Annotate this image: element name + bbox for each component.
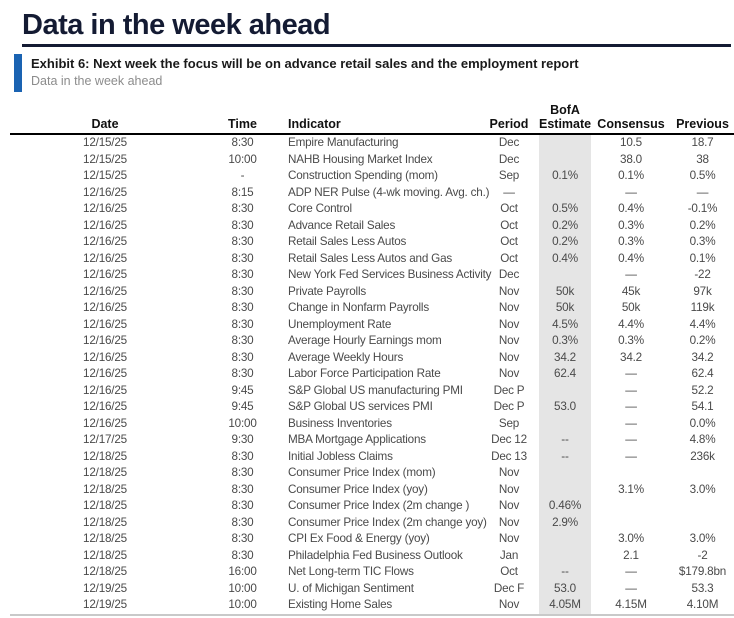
cell-indicator: NAHB Housing Market Index [288, 152, 433, 166]
cell-indicator: Advance Retail Sales [288, 218, 396, 232]
cell-period: Dec [498, 268, 520, 281]
cell-indicator: Labor Force Participation Rate [288, 367, 441, 380]
cell-consensus: 4.4% [618, 317, 644, 331]
cell-previous: 18.7 [691, 136, 714, 149]
cell-date: 12/16/25 [83, 185, 127, 199]
exhibit-subtitle: Data in the week ahead [31, 74, 163, 88]
cell-time: 9:45 [231, 400, 254, 413]
cell-previous: 38 [696, 152, 709, 166]
cell-consensus: 0.1% [618, 169, 644, 182]
cell-estimate: -- [539, 449, 591, 466]
cell-time: 8:30 [231, 268, 254, 281]
cell-date: 12/19/25 [83, 598, 127, 611]
title-rule [22, 44, 731, 47]
cell-previous: 4.4% [689, 317, 716, 331]
cell-previous [671, 498, 734, 515]
cell-date: 12/16/25 [83, 334, 127, 347]
cell-consensus: — [625, 383, 637, 397]
cell-period: Nov [498, 515, 520, 529]
header-period: Period [479, 103, 539, 134]
cell-indicator: Consumer Price Index (yoy) [288, 482, 428, 496]
table-row [10, 350, 734, 367]
cell-previous: 0.2% [689, 334, 716, 347]
cell-previous: 0.3% [689, 235, 716, 248]
header-estimate-line: Estimate [539, 117, 592, 131]
cell-time: 8:15 [231, 185, 254, 199]
cell-estimate: 0.2% [539, 234, 591, 251]
cell-time: 8:30 [231, 466, 254, 479]
table-row [10, 134, 734, 152]
cell-period: Sep [498, 416, 520, 430]
cell-period: Nov [498, 350, 520, 364]
table-row [10, 465, 734, 482]
cell-indicator: Business Inventories [288, 416, 392, 430]
table-row [10, 300, 734, 317]
cell-period: Nov [498, 532, 520, 545]
cell-date: 12/18/25 [83, 515, 127, 529]
cell-estimate: 34.2 [539, 350, 591, 367]
cell-date: 12/16/25 [83, 367, 127, 380]
cell-time: 8:30 [231, 218, 254, 232]
cell-consensus: — [625, 185, 637, 199]
cell-previous: 0.2% [689, 218, 716, 232]
cell-estimate [539, 267, 591, 284]
cell-previous: 97k [693, 284, 712, 298]
cell-previous: 3.0% [689, 532, 716, 545]
cell-date: 12/16/25 [83, 301, 127, 314]
table-row [10, 482, 734, 499]
exhibit-block [14, 54, 734, 92]
cell-time: 8:30 [231, 515, 254, 529]
cell-time: - [240, 169, 245, 182]
cell-date: 12/16/25 [83, 268, 127, 281]
cell-indicator: S&P Global US services PMI [288, 400, 433, 413]
cell-date: 12/18/25 [83, 466, 127, 479]
cell-date: 12/16/25 [83, 202, 127, 215]
cell-consensus: 50k [621, 301, 641, 314]
cell-consensus: 0.3% [618, 334, 644, 347]
table-row [10, 218, 734, 235]
cell-period: Nov [498, 598, 520, 611]
cell-previous: 54.1 [691, 400, 714, 413]
cell-time: 10:00 [228, 152, 257, 166]
table-row [10, 597, 734, 615]
cell-period: Nov [498, 466, 520, 479]
cell-period: Oct [500, 565, 518, 578]
cell-period: Dec F [493, 581, 525, 595]
cell-time: 10:00 [228, 598, 257, 611]
cell-period: Nov [498, 284, 520, 298]
table-row [10, 168, 734, 185]
cell-previous: 4.10M [686, 598, 719, 611]
cell-date: 12/16/25 [83, 317, 127, 331]
cell-date: 12/15/25 [83, 136, 127, 149]
cell-previous: 52.2 [691, 383, 714, 397]
cell-period: Sep [498, 169, 520, 182]
cell-estimate: 50k [539, 284, 591, 301]
cell-consensus: — [625, 565, 637, 578]
cell-time: 9:45 [231, 383, 254, 397]
cell-date: 12/16/25 [83, 416, 127, 430]
cell-time: 8:30 [231, 449, 254, 463]
cell-previous [671, 465, 734, 482]
cell-date: 12/16/25 [83, 218, 127, 232]
table-row [10, 234, 734, 251]
cell-previous [671, 515, 734, 532]
cell-previous: 53.3 [691, 581, 714, 595]
cell-indicator: Average Weekly Hours [288, 350, 404, 364]
cell-previous: 0.1% [689, 251, 716, 265]
table-header [10, 103, 734, 134]
cell-consensus: 0.4% [618, 202, 644, 215]
cell-consensus: — [625, 268, 637, 281]
cell-date: 12/16/25 [83, 400, 127, 413]
cell-time: 8:30 [231, 251, 254, 265]
cell-previous: 62.4 [691, 367, 714, 380]
table-row [10, 383, 734, 400]
cell-estimate: 0.46% [539, 498, 591, 515]
cell-date: 12/18/25 [83, 499, 127, 512]
cell-time: 8:30 [231, 136, 254, 149]
header-bofa-estimate [539, 103, 591, 134]
cell-period: Oct [500, 235, 518, 248]
cell-indicator: Retail Sales Less Autos [288, 235, 407, 248]
cell-previous: -0.1% [687, 202, 718, 215]
table-row [10, 366, 734, 383]
cell-indicator: S&P Global US manufacturing PMI [288, 383, 463, 397]
cell-consensus: 10.5 [620, 136, 642, 149]
cell-previous: 34.2 [691, 350, 714, 364]
cell-indicator: U. of Michigan Sentiment [288, 581, 414, 595]
cell-previous: -22 [694, 268, 711, 281]
cell-time: 8:30 [231, 532, 254, 545]
cell-date: 12/16/25 [83, 383, 127, 397]
header-consensus: Consensus [591, 103, 671, 134]
table-row [10, 531, 734, 548]
cell-consensus: — [625, 416, 637, 430]
table-body [10, 134, 734, 615]
table-row [10, 548, 734, 565]
cell-time: 8:30 [231, 548, 254, 562]
cell-time: 8:30 [231, 367, 254, 380]
table-row [10, 564, 734, 581]
cell-estimate: 50k [539, 300, 591, 317]
cell-period: Dec [498, 152, 520, 166]
cell-consensus [591, 465, 671, 482]
cell-indicator: Philadelphia Fed Business Outlook [288, 548, 463, 562]
table-row [10, 399, 734, 416]
cell-estimate [539, 531, 591, 548]
table-row [10, 284, 734, 301]
header-indicator: Indicator [285, 103, 479, 134]
cell-previous: $179.8bn [678, 565, 727, 578]
cell-date: 12/15/25 [83, 152, 127, 166]
cell-time: 10:00 [228, 416, 257, 430]
cell-time: 8:30 [231, 499, 254, 512]
cell-date: 12/16/25 [83, 350, 127, 364]
cell-indicator: Construction Spending (mom) [288, 169, 438, 182]
cell-date: 12/19/25 [83, 581, 127, 595]
cell-consensus: — [625, 433, 637, 446]
cell-indicator: Consumer Price Index (mom) [288, 466, 436, 479]
cell-previous: 0.0% [689, 416, 716, 430]
table-row [10, 416, 734, 433]
cell-date: 12/16/25 [83, 284, 127, 298]
cell-period: Oct [500, 251, 518, 265]
cell-consensus: — [625, 400, 637, 413]
exhibit-title: Exhibit 6: Next week the focus will be on advance retail sales and the employment report [31, 56, 579, 71]
cell-previous: 3.0% [689, 482, 716, 496]
cell-consensus: 0.3% [618, 235, 644, 248]
table-row [10, 201, 734, 218]
table-row [10, 251, 734, 268]
cell-previous: 0.5% [689, 169, 716, 182]
cell-indicator: Retail Sales Less Autos and Gas [288, 251, 453, 265]
cell-indicator: Existing Home Sales [288, 598, 393, 611]
cell-previous: 119k [690, 301, 715, 314]
cell-estimate: 62.4 [539, 366, 591, 383]
cell-period: Nov [498, 499, 520, 512]
cell-estimate [539, 185, 591, 202]
cell-time: 8:30 [231, 317, 254, 331]
cell-period: Dec 12 [491, 433, 527, 446]
table-row [10, 267, 734, 284]
cell-time: 10:00 [228, 581, 257, 595]
cell-period: Oct [500, 202, 518, 215]
cell-date: 12/15/25 [83, 169, 127, 182]
cell-estimate: 2.9% [539, 515, 591, 532]
cell-period: Nov [498, 334, 520, 347]
cell-date: 12/18/25 [83, 565, 127, 578]
cell-time: 8:30 [231, 301, 254, 314]
cell-previous: 236k [690, 449, 715, 463]
cell-indicator: Average Hourly Earnings mom [288, 334, 442, 347]
cell-estimate: 0.1% [539, 168, 591, 185]
cell-period: — [503, 185, 515, 199]
economic-calendar-table [10, 103, 734, 616]
cell-estimate: 4.05M [539, 597, 591, 615]
cell-estimate: 0.4% [539, 251, 591, 268]
cell-consensus: 45k [621, 284, 641, 298]
table-row [10, 333, 734, 350]
cell-period: Dec P [493, 400, 525, 413]
table-row [10, 432, 734, 449]
cell-consensus: 3.1% [618, 482, 644, 496]
cell-estimate [539, 134, 591, 152]
cell-consensus: 2.1 [623, 548, 639, 562]
cell-indicator: Unemployment Rate [288, 317, 392, 331]
table-row [10, 498, 734, 515]
cell-indicator: CPI Ex Food & Energy (yoy) [288, 532, 430, 545]
cell-date: 12/18/25 [83, 532, 127, 545]
cell-estimate: 0.3% [539, 333, 591, 350]
cell-date: 12/16/25 [83, 251, 127, 265]
cell-estimate: 4.5% [539, 317, 591, 334]
cell-estimate [539, 416, 591, 433]
cell-period: Nov [498, 317, 520, 331]
cell-indicator: Consumer Price Index (2m change yoy) [288, 515, 487, 529]
cell-consensus [591, 498, 671, 515]
cell-indicator: Net Long-term TIC Flows [288, 565, 414, 578]
cell-consensus [591, 515, 671, 532]
cell-indicator: Consumer Price Index (2m change ) [288, 499, 470, 512]
cell-indicator: Change in Nonfarm Payrolls [288, 301, 429, 314]
cell-date: 12/18/25 [83, 482, 127, 496]
cell-previous: — [696, 185, 709, 199]
cell-estimate: 0.5% [539, 201, 591, 218]
header-date: Date [10, 103, 200, 134]
cell-period: Jan [499, 548, 519, 562]
cell-consensus: 0.3% [618, 218, 644, 232]
cell-consensus: 4.15M [615, 598, 647, 611]
cell-time: 8:30 [231, 202, 254, 215]
cell-time: 8:30 [231, 334, 254, 347]
cell-estimate: -- [539, 432, 591, 449]
cell-estimate [539, 548, 591, 565]
cell-previous: 4.8% [689, 433, 716, 446]
cell-estimate [539, 465, 591, 482]
cell-period: Dec P [493, 383, 525, 397]
header-bofa-line: BofA [550, 103, 580, 117]
cell-estimate [539, 152, 591, 169]
cell-estimate: 53.0 [539, 581, 591, 598]
cell-consensus: 3.0% [618, 532, 644, 545]
cell-indicator: New York Fed Services Business Activity [288, 268, 492, 281]
cell-estimate [539, 482, 591, 499]
cell-date: 12/18/25 [83, 449, 127, 463]
cell-period: Nov [498, 301, 520, 314]
cell-previous: -2 [697, 548, 708, 562]
cell-indicator: MBA Mortgage Applications [288, 433, 426, 446]
header-time: Time [200, 103, 285, 134]
cell-consensus: — [625, 581, 637, 595]
cell-estimate: -- [539, 564, 591, 581]
cell-date: 12/17/25 [83, 433, 127, 446]
cell-consensus: 0.4% [618, 251, 644, 265]
cell-estimate: 0.2% [539, 218, 591, 235]
cell-indicator: Core Control [288, 202, 352, 215]
cell-consensus: — [625, 449, 637, 463]
cell-consensus: 34.2 [620, 350, 642, 364]
cell-period: Nov [498, 482, 520, 496]
header-previous: Previous [671, 103, 734, 134]
cell-period: Dec 13 [491, 449, 527, 463]
cell-estimate [539, 383, 591, 400]
cell-indicator: Empire Manufacturing [288, 136, 399, 149]
cell-time: 8:30 [231, 482, 254, 496]
table-row [10, 317, 734, 334]
cell-time: 8:30 [231, 235, 254, 248]
cell-indicator: ADP NER Pulse (4-wk moving. Avg. ch.) [288, 185, 490, 199]
cell-time: 9:30 [231, 433, 254, 446]
cell-period: Dec [498, 136, 520, 149]
table-row [10, 185, 734, 202]
table-row [10, 581, 734, 598]
cell-indicator: Private Payrolls [288, 284, 366, 298]
cell-indicator: Initial Jobless Claims [288, 449, 393, 463]
table-row [10, 152, 734, 169]
cell-period: Nov [498, 367, 520, 380]
cell-period: Oct [500, 218, 518, 232]
cell-consensus: — [625, 367, 637, 380]
cell-time: 8:30 [231, 284, 254, 298]
cell-date: 12/18/25 [83, 548, 127, 562]
cell-time: 16:00 [228, 565, 257, 578]
page-title: Data in the week ahead [22, 9, 331, 41]
table-row [10, 449, 734, 466]
table-row [10, 515, 734, 532]
cell-consensus: 38.0 [620, 152, 642, 166]
cell-time: 8:30 [231, 350, 254, 364]
cell-estimate: 53.0 [539, 399, 591, 416]
cell-date: 12/16/25 [83, 235, 127, 248]
